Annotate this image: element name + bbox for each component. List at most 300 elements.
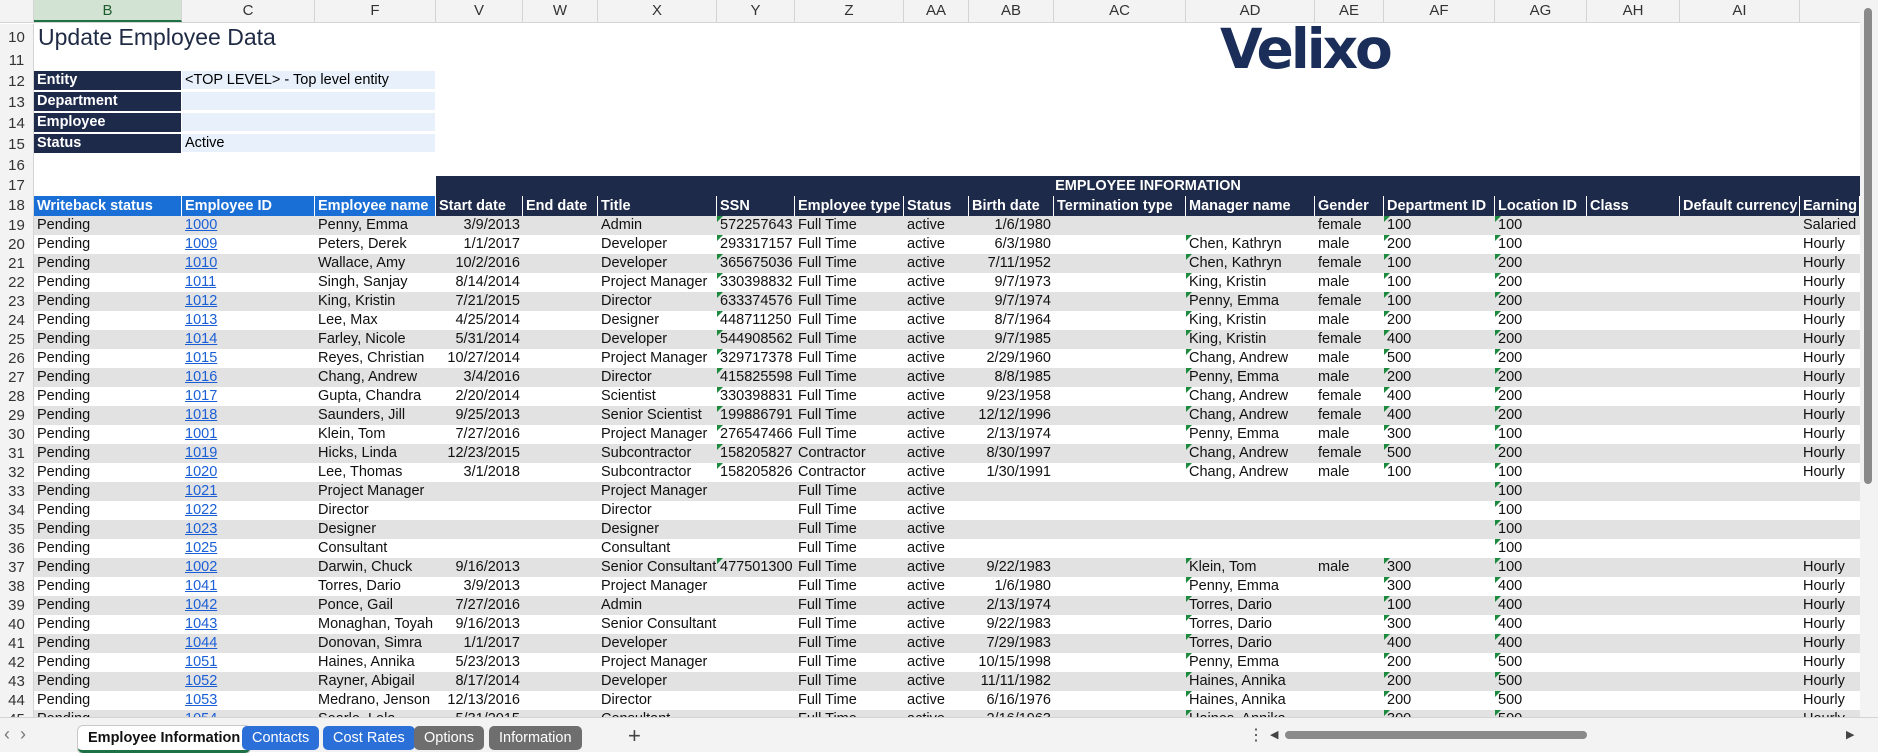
cell-status: active xyxy=(907,293,945,309)
table-row xyxy=(34,406,1860,425)
header-birth-date[interactable]: Birth date xyxy=(969,196,1054,216)
cell-termination-type xyxy=(1054,216,1186,235)
cell-employee-name: Penny, Emma xyxy=(318,217,408,233)
header-title[interactable]: Title xyxy=(598,196,717,216)
cell-note-marker-icon xyxy=(1186,710,1192,716)
cell-termination-type xyxy=(1054,254,1186,273)
cell-department-id: 200 xyxy=(1387,236,1412,252)
filter-value-department[interactable] xyxy=(182,92,435,111)
row-header[interactable]: 44 xyxy=(0,691,34,710)
cell-ssn: 293317157 xyxy=(720,236,793,252)
cell-title: Consultant xyxy=(601,540,671,556)
cell-location-id: 200 xyxy=(1498,274,1523,290)
row-header[interactable]: 18 xyxy=(0,196,34,216)
cell-writeback-status: Pending xyxy=(37,502,91,518)
cell-employee-id[interactable]: 1013 xyxy=(185,312,218,328)
column-header-y[interactable]: Y xyxy=(717,0,795,22)
column-header-w[interactable]: W xyxy=(523,0,598,22)
cell-note-marker-icon xyxy=(1384,387,1390,393)
filter-value-employee[interactable] xyxy=(182,113,435,132)
cell-note-marker-icon xyxy=(1186,292,1192,298)
cell-note-marker-icon xyxy=(717,292,723,298)
cell-employee-id[interactable]: 1014 xyxy=(185,331,218,347)
cell-note-marker-icon xyxy=(717,330,723,336)
cell-note-marker-icon xyxy=(1495,653,1501,659)
cell-employee-id[interactable]: 1022 xyxy=(185,502,218,518)
table-row xyxy=(34,653,1860,672)
row-header[interactable]: 39 xyxy=(0,596,34,615)
row-header[interactable]: 22 xyxy=(0,273,34,292)
cell-note-marker-icon xyxy=(1186,406,1192,412)
cell-end-date xyxy=(523,216,598,235)
cell-gender: male xyxy=(1318,236,1350,252)
column-header-b[interactable]: B xyxy=(34,0,182,22)
cell-department-id: 300 xyxy=(1387,616,1412,632)
cell-note-marker-icon xyxy=(1495,235,1501,241)
cell-employee-type: Full Time xyxy=(798,331,857,347)
cell-status: active xyxy=(907,255,945,271)
column-header-ad[interactable]: AD xyxy=(1186,0,1315,22)
cell-class xyxy=(1587,292,1680,311)
header-department-id[interactable]: Department ID xyxy=(1384,196,1495,216)
row-header[interactable]: 24 xyxy=(0,311,34,330)
tab-nav-left-icon[interactable]: ‹ xyxy=(4,724,10,744)
cell-title: Developer xyxy=(601,255,668,271)
cell-end-date xyxy=(523,520,598,539)
scroll-left-icon[interactable]: ◀ xyxy=(1270,729,1279,741)
cell-employee-id[interactable]: 1019 xyxy=(185,445,218,461)
row-header[interactable]: 23 xyxy=(0,292,34,311)
row-header[interactable]: 25 xyxy=(0,330,34,349)
header-employee-id[interactable]: Employee ID xyxy=(182,196,315,216)
cell-manager-name: King, Kristin xyxy=(1189,312,1267,328)
cell-employee-id[interactable]: 1053 xyxy=(185,692,218,708)
cell-department-id xyxy=(1384,482,1495,501)
cell-note-marker-icon xyxy=(1186,653,1192,659)
cell-employee-id[interactable]: 1001 xyxy=(185,426,218,442)
cell-location-id: 100 xyxy=(1498,502,1523,518)
cell-department-id: 100 xyxy=(1387,464,1412,480)
header-writeback-status[interactable]: Writeback status xyxy=(34,196,182,216)
cell-note-marker-icon xyxy=(1186,596,1192,602)
cell-employee-id[interactable]: 1010 xyxy=(185,255,218,271)
cell-earning xyxy=(1800,501,1860,520)
cell-termination-type xyxy=(1054,615,1186,634)
cell-writeback-status: Pending xyxy=(37,236,91,252)
cell-employee-type: Full Time xyxy=(798,236,857,252)
cell-birth-date xyxy=(969,501,1054,520)
filter-label-department: Department xyxy=(34,92,181,111)
column-header-c[interactable]: C xyxy=(182,0,315,22)
cell-note-marker-icon xyxy=(1495,463,1501,469)
header-class[interactable]: Class xyxy=(1587,196,1680,216)
cell-ssn xyxy=(717,539,795,558)
header-location-id[interactable]: Location ID xyxy=(1495,196,1587,216)
cell-ssn: 158205826 xyxy=(720,464,793,480)
row-header[interactable]: 12 xyxy=(0,71,34,92)
cell-start-date: 5/23/2013 xyxy=(455,654,520,670)
cell-writeback-status: Pending xyxy=(37,217,91,233)
cell-earning: Hourly xyxy=(1803,293,1845,309)
cell-end-date xyxy=(523,311,598,330)
cell-start-date xyxy=(436,520,523,539)
row-header[interactable]: 40 xyxy=(0,615,34,634)
cell-employee-id[interactable]: 1011 xyxy=(185,274,217,290)
cell-note-marker-icon xyxy=(1186,311,1192,317)
header-gender[interactable]: Gender xyxy=(1315,196,1384,216)
cell-employee-id[interactable]: 1025 xyxy=(185,540,218,556)
add-sheet-button[interactable]: + xyxy=(628,723,641,748)
cell-title: Senior Scientist xyxy=(601,407,702,423)
header-earning[interactable]: Earning xyxy=(1800,196,1860,216)
cell-class xyxy=(1587,235,1680,254)
row-header[interactable]: 29 xyxy=(0,406,34,425)
cell-default-currency xyxy=(1680,615,1800,634)
cell-employee-type: Full Time xyxy=(798,540,857,556)
cell-note-marker-icon xyxy=(1384,653,1390,659)
cell-end-date xyxy=(523,482,598,501)
column-header-ah[interactable]: AH xyxy=(1587,0,1680,22)
row-header[interactable]: 30 xyxy=(0,425,34,444)
column-header-x[interactable]: X xyxy=(598,0,717,22)
cell-gender xyxy=(1315,520,1384,539)
cell-employee-name: Medrano, Jenson xyxy=(318,692,431,708)
sheet-tab-employee-information[interactable]: Employee Information xyxy=(78,726,250,753)
cell-end-date xyxy=(523,349,598,368)
cell-note-marker-icon xyxy=(1186,273,1192,279)
cell-termination-type xyxy=(1054,406,1186,425)
cell-earning: Hourly xyxy=(1803,654,1845,670)
row-header[interactable]: 36 xyxy=(0,539,34,558)
cell-start-date: 9/16/2013 xyxy=(455,559,520,575)
cell-manager-name: Torres, Dario xyxy=(1189,635,1272,651)
row-header[interactable]: 14 xyxy=(0,113,34,134)
tab-nav-right-icon[interactable]: › xyxy=(20,724,26,744)
cell-status: active xyxy=(907,483,945,499)
cell-manager-name xyxy=(1186,539,1315,558)
cell-writeback-status: Pending xyxy=(37,673,91,689)
row-header[interactable]: 10 xyxy=(0,24,34,51)
row-header[interactable]: 28 xyxy=(0,387,34,406)
cell-earning: Hourly xyxy=(1803,236,1845,252)
cell-gender: female xyxy=(1318,407,1362,423)
cell-title: Director xyxy=(601,692,652,708)
row-header[interactable]: 17 xyxy=(0,176,34,196)
row-header[interactable]: 32 xyxy=(0,463,34,482)
table-row xyxy=(34,216,1860,235)
table-row xyxy=(34,292,1860,311)
cell-employee-id[interactable]: 1018 xyxy=(185,407,218,423)
cell-note-marker-icon xyxy=(1384,672,1390,678)
cell-employee-name: Torres, Dario xyxy=(318,578,401,594)
cell-ssn: 365675036 xyxy=(720,255,793,271)
header-employee-name[interactable]: Employee name xyxy=(315,196,436,216)
cell-note-marker-icon xyxy=(1495,387,1501,393)
cell-department-id: 200 xyxy=(1387,369,1412,385)
cell-employee-id[interactable]: 1023 xyxy=(185,521,218,537)
cell-employee-id[interactable]: 1002 xyxy=(185,559,218,575)
cell-employee-id[interactable]: 1041 xyxy=(185,578,218,594)
cell-note-marker-icon xyxy=(1384,349,1390,355)
cell-employee-type: Full Time xyxy=(798,407,857,423)
cell-gender: male xyxy=(1318,559,1350,575)
table-row xyxy=(34,444,1860,463)
row-header[interactable]: 11 xyxy=(0,51,34,71)
cell-location-id: 100 xyxy=(1498,483,1523,499)
cell-ssn: 633374576 xyxy=(720,293,793,309)
cell-gender xyxy=(1315,672,1384,691)
cell-note-marker-icon xyxy=(1495,216,1501,222)
cell-employee-type: Full Time xyxy=(798,502,857,518)
cell-writeback-status: Pending xyxy=(37,464,91,480)
cell-employee-id[interactable]: 1042 xyxy=(185,597,218,613)
cell-start-date: 8/14/2014 xyxy=(455,274,520,290)
filter-value-status[interactable]: Active xyxy=(182,134,435,153)
cell-end-date xyxy=(523,577,598,596)
cell-title: Project Manager xyxy=(601,274,708,290)
cell-note-marker-icon xyxy=(1384,273,1390,279)
select-all-corner[interactable] xyxy=(0,0,34,22)
row-header[interactable]: 34 xyxy=(0,501,34,520)
cell-birth-date: 12/12/1996 xyxy=(978,407,1051,423)
header-status[interactable]: Status xyxy=(904,196,969,216)
filter-label-entity: Entity xyxy=(34,71,181,90)
header-end-date[interactable]: End date xyxy=(523,196,598,216)
cell-end-date xyxy=(523,292,598,311)
cell-note-marker-icon xyxy=(1495,368,1501,374)
column-header-af[interactable]: AF xyxy=(1384,0,1495,22)
cell-birth-date: 1/30/1991 xyxy=(986,464,1051,480)
cell-ssn: 544908562 xyxy=(720,331,793,347)
cell-start-date: 3/1/2018 xyxy=(463,464,520,480)
cell-status: active xyxy=(907,274,945,290)
cell-birth-date: 9/7/1974 xyxy=(994,293,1051,309)
cell-title: Project Manager xyxy=(601,350,708,366)
cell-writeback-status: Pending xyxy=(37,274,91,290)
cell-employee-name: Donovan, Simra xyxy=(318,635,422,651)
cell-location-id: 200 xyxy=(1498,407,1523,423)
cell-employee-type: Contractor xyxy=(798,445,866,461)
header-manager-name[interactable]: Manager name xyxy=(1186,196,1315,216)
column-header-ab[interactable]: AB xyxy=(969,0,1054,22)
row-header[interactable]: 16 xyxy=(0,155,34,176)
cell-employee-type: Full Time xyxy=(798,692,857,708)
cell-termination-type xyxy=(1054,425,1186,444)
cell-default-currency xyxy=(1680,273,1800,292)
cell-end-date xyxy=(523,254,598,273)
column-header-ai[interactable]: AI xyxy=(1680,0,1800,22)
cell-end-date xyxy=(523,501,598,520)
row-header[interactable]: 21 xyxy=(0,254,34,273)
row-header[interactable]: 43 xyxy=(0,672,34,691)
filter-value-entity[interactable]: <TOP LEVEL> - Top level entity xyxy=(182,71,435,90)
cell-status: active xyxy=(907,654,945,670)
cell-title: Developer xyxy=(601,673,668,689)
cell-employee-name: Klein, Tom xyxy=(318,426,386,442)
cell-department-id: 200 xyxy=(1387,312,1412,328)
cell-note-marker-icon xyxy=(717,273,723,279)
cell-title: Project Manager xyxy=(601,578,708,594)
more-options-icon[interactable]: ⋮ xyxy=(1248,727,1264,744)
cell-status: active xyxy=(907,388,945,404)
cell-end-date xyxy=(523,596,598,615)
row-header[interactable]: 13 xyxy=(0,92,34,113)
cell-employee-id[interactable]: 1043 xyxy=(185,616,218,632)
sheet-tab-information[interactable]: Information xyxy=(489,726,582,750)
row-header[interactable]: 41 xyxy=(0,634,34,653)
table-row xyxy=(34,254,1860,273)
cell-employee-name: Gupta, Chandra xyxy=(318,388,422,404)
cell-ssn xyxy=(717,672,795,691)
cell-department-id xyxy=(1384,520,1495,539)
cell-earning: Hourly xyxy=(1803,578,1845,594)
cell-note-marker-icon xyxy=(717,349,723,355)
header-start-date[interactable]: Start date xyxy=(436,196,523,216)
cell-status: active xyxy=(907,464,945,480)
table-row xyxy=(34,368,1860,387)
vertical-scrollbar[interactable] xyxy=(1860,0,1878,717)
header-employee-type[interactable]: Employee type xyxy=(795,196,904,216)
header-default-currency[interactable]: Default currency xyxy=(1680,196,1800,216)
header-ssn[interactable]: SSN xyxy=(717,196,795,216)
cell-employee-id[interactable]: 1051 xyxy=(185,654,218,670)
cell-note-marker-icon xyxy=(1384,235,1390,241)
cell-writeback-status: Pending xyxy=(37,369,91,385)
sheet-tab-cost-rates[interactable]: Cost Rates xyxy=(323,726,415,750)
cell-status: active xyxy=(907,616,945,632)
cell-earning: Hourly xyxy=(1803,407,1845,423)
cell-writeback-status: Pending xyxy=(37,350,91,366)
cell-gender xyxy=(1315,691,1384,710)
cell-termination-type xyxy=(1054,235,1186,254)
cell-department-id: 100 xyxy=(1387,217,1412,233)
cell-gender: female xyxy=(1318,293,1362,309)
cell-location-id: 200 xyxy=(1498,369,1523,385)
cell-note-marker-icon xyxy=(1495,273,1501,279)
cell-employee-id[interactable]: 1017 xyxy=(185,388,218,404)
cell-status: active xyxy=(907,502,945,518)
cell-end-date xyxy=(523,330,598,349)
cell-employee-id[interactable]: 1021 xyxy=(185,483,218,499)
row-header[interactable]: 33 xyxy=(0,482,34,501)
cell-gender xyxy=(1315,482,1384,501)
cell-earning xyxy=(1800,482,1860,501)
vertical-scroll-thumb[interactable] xyxy=(1864,8,1872,484)
column-header-v[interactable]: V xyxy=(436,0,523,22)
cell-start-date xyxy=(436,501,523,520)
row-header[interactable]: 37 xyxy=(0,558,34,577)
column-header-ac[interactable]: AC xyxy=(1054,0,1186,22)
cell-start-date: 10/27/2014 xyxy=(447,350,520,366)
cell-note-marker-icon xyxy=(1495,596,1501,602)
row-header[interactable]: 19 xyxy=(0,216,34,235)
cell-note-marker-icon xyxy=(717,368,723,374)
row-header[interactable]: 42 xyxy=(0,653,34,672)
cell-class xyxy=(1587,520,1680,539)
column-header-aa[interactable]: AA xyxy=(904,0,969,22)
cell-location-id: 400 xyxy=(1498,616,1523,632)
row-header[interactable]: 15 xyxy=(0,134,34,155)
sheet-tab-options[interactable]: Options xyxy=(414,726,484,750)
row-header[interactable]: 35 xyxy=(0,520,34,539)
cell-department-id xyxy=(1384,539,1495,558)
sheet-tab-contacts[interactable]: Contacts xyxy=(242,726,319,750)
row-header[interactable]: 20 xyxy=(0,235,34,254)
cell-ssn: 329717378 xyxy=(720,350,793,366)
cell-employee-id[interactable]: 1020 xyxy=(185,464,218,480)
cell-note-marker-icon xyxy=(1186,425,1192,431)
column-header-z[interactable]: Z xyxy=(795,0,904,22)
cell-status: active xyxy=(907,635,945,651)
cell-location-id: 100 xyxy=(1498,559,1523,575)
cell-default-currency xyxy=(1680,482,1800,501)
column-header-ae[interactable]: AE xyxy=(1315,0,1384,22)
cell-note-marker-icon xyxy=(1495,406,1501,412)
scroll-right-icon[interactable]: ▶ xyxy=(1846,729,1855,741)
row-header[interactable]: 31 xyxy=(0,444,34,463)
cell-writeback-status: Pending xyxy=(37,578,91,594)
cell-start-date xyxy=(436,482,523,501)
cell-start-date: 3/9/2013 xyxy=(463,217,520,233)
cell-writeback-status: Pending xyxy=(37,559,91,575)
cell-default-currency xyxy=(1680,634,1800,653)
header-termination-type[interactable]: Termination type xyxy=(1054,196,1186,216)
cell-note-marker-icon xyxy=(1186,444,1192,450)
table-row xyxy=(34,596,1860,615)
horizontal-scroll-thumb[interactable] xyxy=(1285,731,1587,739)
cell-start-date: 5/31/2014 xyxy=(455,331,520,347)
cell-employee-type: Full Time xyxy=(798,635,857,651)
cell-employee-id[interactable]: 1000 xyxy=(185,217,218,233)
cell-employee-id[interactable]: 1016 xyxy=(185,369,218,385)
column-header-f[interactable]: F xyxy=(315,0,436,22)
cell-title: Subcontractor xyxy=(601,445,692,461)
cell-employee-id[interactable]: 1012 xyxy=(185,293,218,309)
cell-employee-name: Chang, Andrew xyxy=(318,369,418,385)
cell-class xyxy=(1587,216,1680,235)
cell-class xyxy=(1587,482,1680,501)
cell-manager-name: King, Kristin xyxy=(1189,331,1267,347)
cell-earning: Hourly xyxy=(1803,635,1845,651)
cell-employee-name: Wallace, Amy xyxy=(318,255,406,271)
cell-employee-id[interactable]: 1052 xyxy=(185,673,218,689)
cell-employee-id[interactable]: 1015 xyxy=(185,350,218,366)
cell-employee-id[interactable]: 1044 xyxy=(185,635,218,651)
cell-note-marker-icon xyxy=(1384,406,1390,412)
row-header[interactable]: 26 xyxy=(0,349,34,368)
cell-default-currency xyxy=(1680,444,1800,463)
cell-employee-type: Full Time xyxy=(798,255,857,271)
cell-note-marker-icon xyxy=(1384,615,1390,621)
cell-note-marker-icon xyxy=(717,216,723,222)
cell-earning: Hourly xyxy=(1803,388,1845,404)
cell-writeback-status: Pending xyxy=(37,540,91,556)
cell-note-marker-icon xyxy=(717,558,723,564)
cell-class xyxy=(1587,653,1680,672)
cell-ssn: 572257643 xyxy=(720,217,793,233)
cell-manager-name xyxy=(1186,501,1315,520)
column-header-ag[interactable]: AG xyxy=(1495,0,1587,22)
row-header[interactable]: 27 xyxy=(0,368,34,387)
cell-writeback-status: Pending xyxy=(37,635,91,651)
table-row xyxy=(34,501,1860,520)
row-header[interactable]: 38 xyxy=(0,577,34,596)
cell-employee-name: Darwin, Chuck xyxy=(318,559,413,575)
table-row xyxy=(34,634,1860,653)
cell-birth-date: 9/7/1985 xyxy=(994,331,1051,347)
cell-employee-id[interactable]: 1009 xyxy=(185,236,218,252)
cell-ssn xyxy=(717,691,795,710)
